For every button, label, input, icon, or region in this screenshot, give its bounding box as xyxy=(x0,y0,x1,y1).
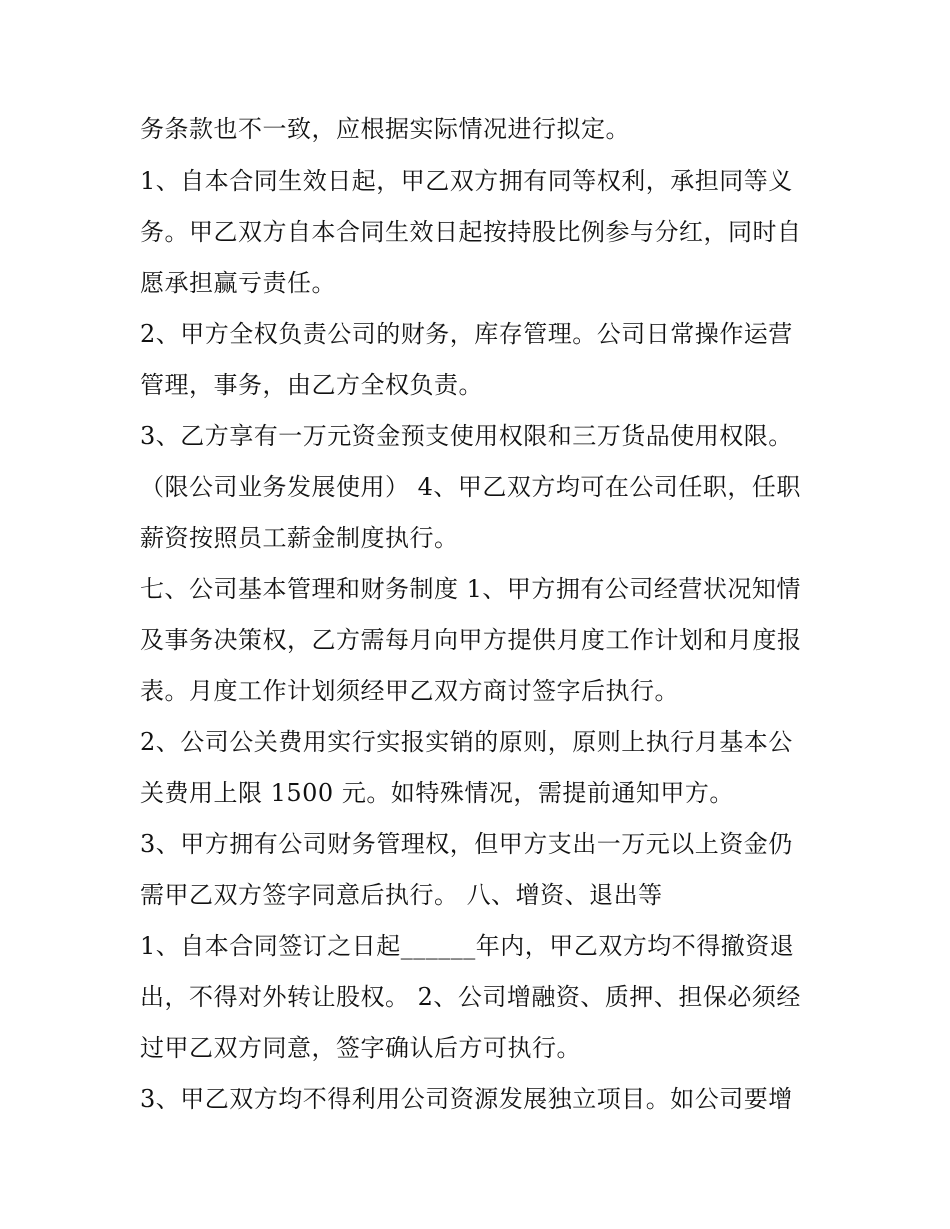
text-line: 关费用上限 1500 元。如特殊情况，需提前通知甲方。 xyxy=(140,779,734,807)
text-line: 2、甲方全权负责公司的财务，库存管理。公司日常操作运营 xyxy=(140,320,793,348)
text-line: 3、乙方享有一万元资金预支使用权限和三万货品使用权限。 xyxy=(140,422,793,450)
text-line: 务。甲乙双方自本合同生效日起按持股比例参与分红，同时自 xyxy=(140,218,802,246)
text-line: 3、甲乙双方均不得利用公司资源发展独立项目。如公司要增 xyxy=(140,1085,793,1113)
text-line: （限公司业务发展使用） 4、甲乙双方均可在公司任职，任职 xyxy=(140,473,801,501)
text-line: 管理，事务，由乙方全权负责。 xyxy=(140,371,483,399)
text-line: 过甲乙双方同意，签字确认后方可执行。 xyxy=(140,1034,581,1062)
text-line: 出，不得对外转让股权。 2、公司增融资、质押、担保必须经 xyxy=(140,983,801,1011)
text-line: 3、甲方拥有公司财务管理权，但甲方支出一万元以上资金仍 xyxy=(140,830,793,858)
text-line: 七、公司基本管理和财务制度 1、甲方拥有公司经营状况知情 xyxy=(140,575,801,603)
text-line: 需甲乙双方签字同意后执行。 八、增资、退出等 xyxy=(140,881,663,909)
text-line: 薪资按照员工薪金制度执行。 xyxy=(140,524,459,552)
text-line: 务条款也不一致，应根据实际情况进行拟定。 xyxy=(140,115,630,143)
text-line: 2、公司公关费用实行实报实销的原则，原则上执行月基本公 xyxy=(140,728,793,756)
text-line: 1、自本合同签订之日起______年内，甲乙双方均不得撤资退 xyxy=(140,932,795,960)
text-line: 及事务决策权，乙方需每月向甲方提供月度工作计划和月度报 xyxy=(140,626,802,654)
text-line: 1、自本合同生效日起，甲乙双方拥有同等权利，承担同等义 xyxy=(140,167,793,195)
text-line: 愿承担赢亏责任。 xyxy=(140,269,336,297)
text-line: 表。月度工作计划须经甲乙双方商讨签字后执行。 xyxy=(140,677,679,705)
